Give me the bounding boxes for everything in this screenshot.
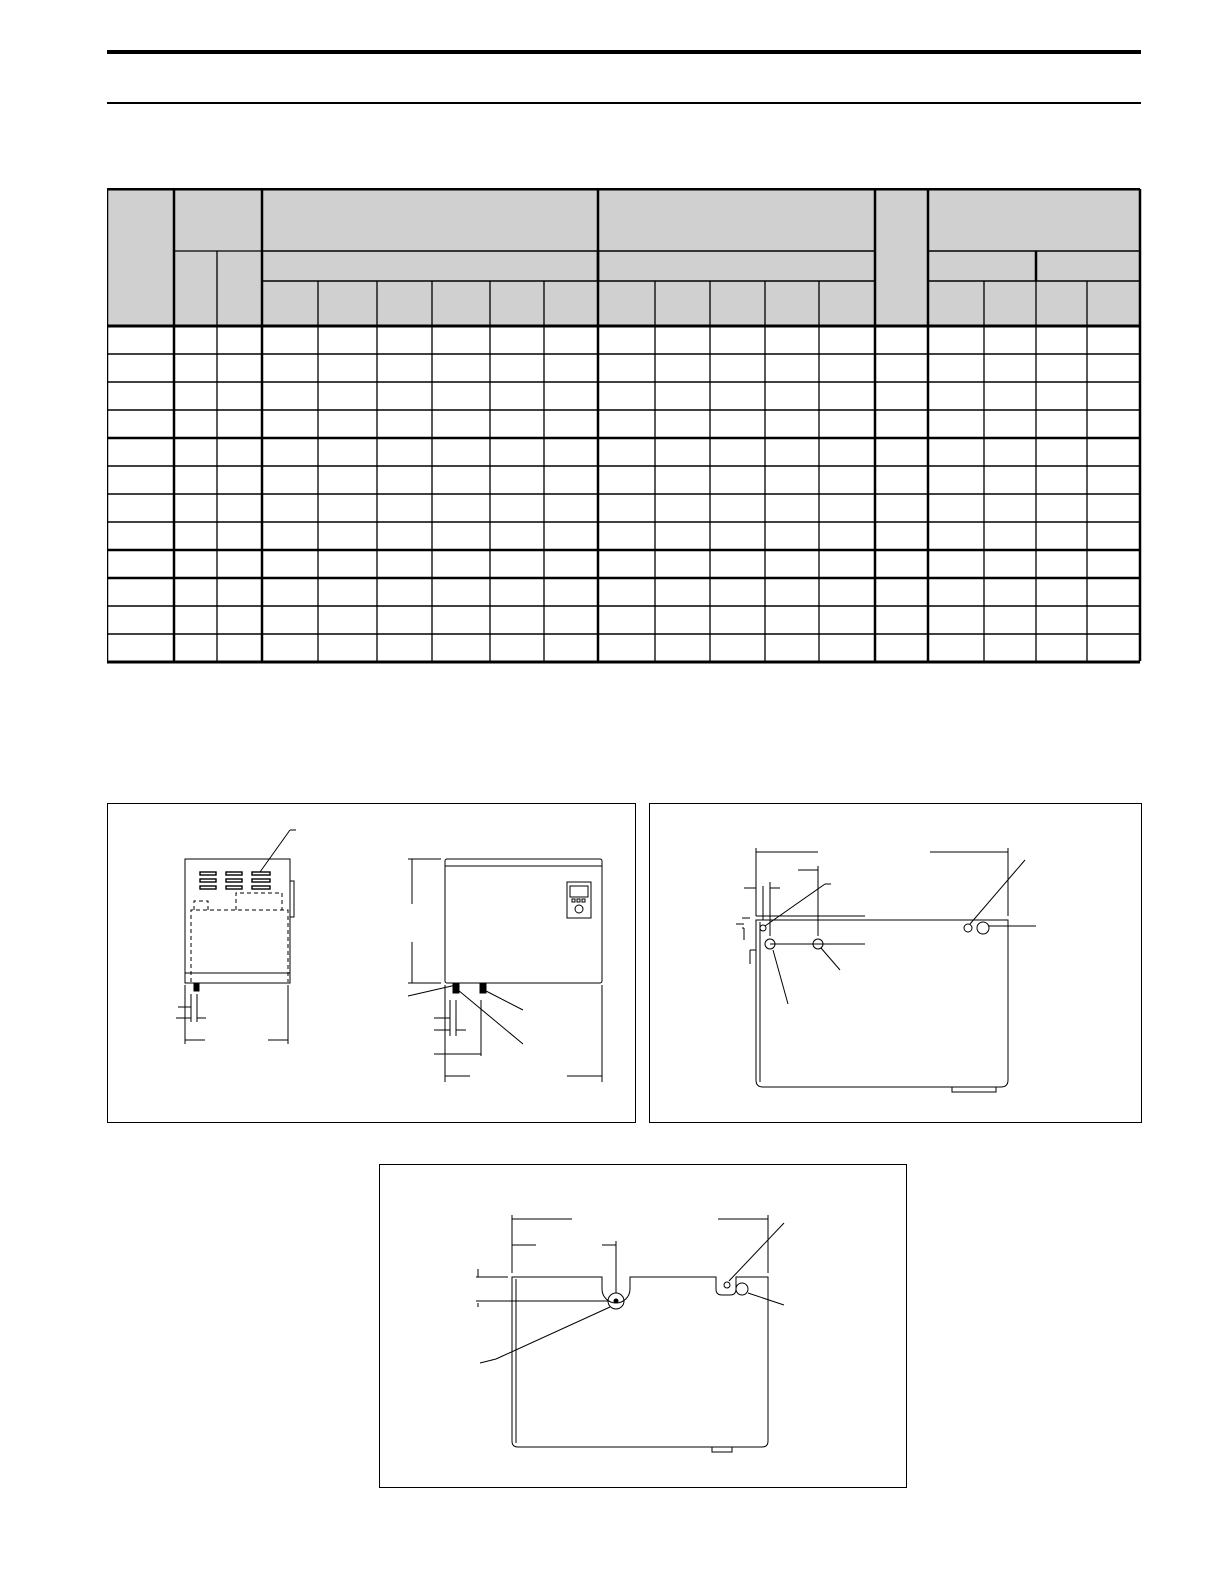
alternate-dimension-lines (476, 1215, 768, 1307)
top-thin-rule (107, 102, 1141, 104)
control-panel (567, 882, 591, 918)
top-leader-lines (765, 860, 1036, 1004)
figure-top-view-alternate (379, 1164, 907, 1488)
specification-table (107, 188, 1143, 664)
side-view-drawing (176, 830, 296, 1044)
vent-slots (200, 872, 270, 889)
top-dimension-lines (736, 848, 1008, 964)
vent-leader-line (260, 830, 290, 872)
figure-top-view (649, 803, 1142, 1123)
hidden-tank-outline (191, 893, 288, 982)
front-leader-lines (408, 985, 523, 1044)
side-dimension-lines (176, 985, 288, 1044)
front-view-drawing (408, 859, 602, 1082)
front-dimension-lines (408, 859, 602, 1082)
top-heavy-rule (107, 50, 1141, 54)
figure-front-side-view (107, 803, 636, 1123)
alternate-leader-lines (480, 1223, 784, 1363)
top-view-drawing (736, 848, 1036, 1092)
alternate-top-view-drawing (476, 1215, 784, 1452)
